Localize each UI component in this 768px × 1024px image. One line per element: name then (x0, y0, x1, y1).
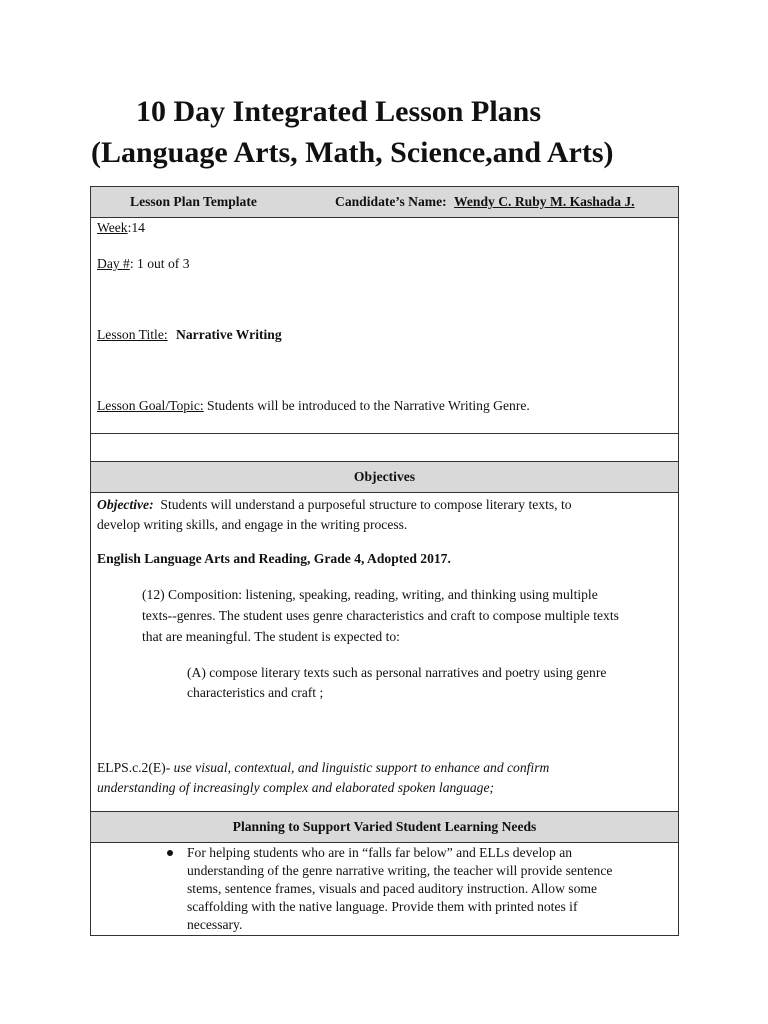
lesson-goal-value: Students will be introduced to the Narrative Writing Genre. (203, 398, 530, 413)
bullet-line-4: scaffolding with the native language. Provide them with printed notes if (187, 899, 578, 914)
day-label: Day # (97, 256, 130, 271)
lesson-info-cell (91, 218, 679, 434)
week-value: :14 (127, 220, 145, 235)
planning-heading: Planning to Support Varied Student Learning Needs (91, 812, 679, 843)
objective-line-1 (97, 495, 572, 515)
candidate-name-field (335, 187, 635, 217)
objectives-row (91, 493, 679, 812)
day-field (97, 254, 190, 274)
empty-row (91, 434, 679, 462)
week-field (97, 218, 145, 238)
elps-line-1 (97, 758, 549, 778)
standard-heading: English Language Arts and Reading, Grade 4, Adopted 2017. (97, 551, 451, 566)
lesson-title-label: Lesson Title: (97, 327, 168, 342)
item-a-line-2: characteristics and craft ; (187, 685, 324, 700)
candidate-label: Candidate’s Name: (335, 194, 447, 209)
template-header-row (91, 187, 679, 218)
elps-line-2: understanding of increasingly complex and elaborated spoken language; (97, 780, 495, 795)
objective-text-1: Students will understand a purposeful structure to compose literary texts, to (153, 497, 572, 512)
planning-row (91, 843, 679, 936)
objectives-heading: Objectives (91, 462, 679, 493)
candidate-names: Wendy C. Ruby M. Kashada J. (454, 194, 635, 209)
item-a-line-1: (A) compose literary texts such as personal narratives and poetry using genre (187, 665, 607, 680)
objectives-heading-row (91, 462, 679, 493)
lesson-goal-field (97, 396, 530, 416)
composition-line-1: (12) Composition: listening, speaking, reading, writing, and thinking using multiple (142, 587, 598, 602)
title-line-1: 10 Day Integrated Lesson Plans (136, 95, 542, 128)
empty-cell (91, 434, 679, 462)
lesson-plan-table (90, 186, 679, 936)
composition-line-3: that are meaningful. The student is expected to: (142, 629, 400, 644)
lesson-goal-label: Lesson Goal/Topic: (97, 398, 204, 413)
elps-prefix: ELPS.c.2(E)- (97, 760, 174, 775)
bullet-line-2: understanding of the genre narrative writing, the teacher will provide sentence (187, 863, 613, 878)
template-label: Lesson Plan Template (130, 194, 257, 209)
planning-cell (91, 843, 679, 936)
lesson-title-field (97, 325, 282, 345)
objective-line-2: develop writing skills, and engage in the writing process. (97, 517, 408, 532)
bullet-line-5: necessary. (187, 917, 243, 932)
day-value: : 1 out of 3 (129, 256, 190, 271)
bullet-dot-icon (167, 850, 173, 856)
objective-label: Objective: (97, 497, 154, 512)
bullet-line-3: stems, sentence frames, visuals and paced auditory instruction. Allow some (187, 881, 597, 896)
title-line-2: (Language Arts, Math, Science,and Arts) (91, 136, 614, 169)
week-label: Week (97, 220, 128, 235)
lesson-info-row (91, 218, 679, 434)
lesson-title-value: Narrative Writing (176, 327, 282, 342)
template-header-cell (91, 187, 679, 218)
elps-text-1: use visual, contextual, and linguistic support to enhance and confirm (173, 760, 550, 775)
planning-heading-row (91, 812, 679, 843)
composition-line-2: texts--genres. The student uses genre characteristics and craft to compose multiple texts (142, 608, 619, 623)
objectives-cell (91, 493, 679, 812)
bullet-line-1: For helping students who are in “falls far below” and ELLs develop an (187, 845, 573, 860)
